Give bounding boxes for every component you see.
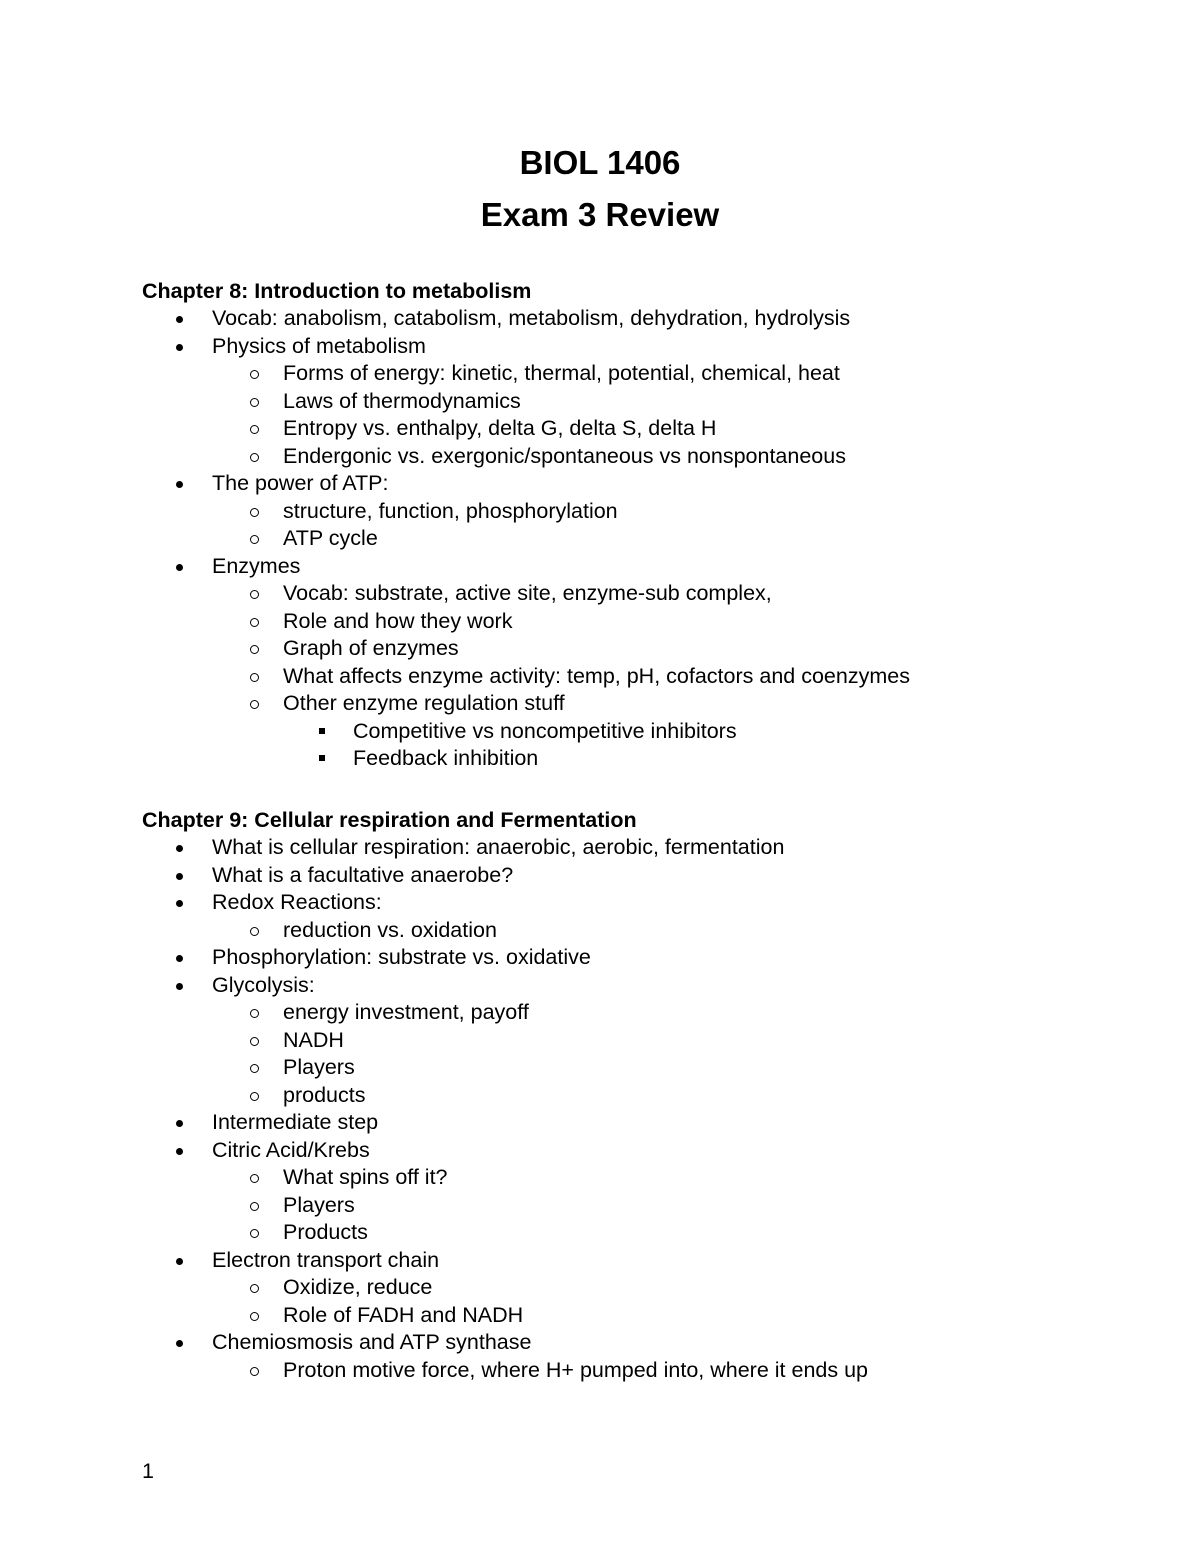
- subtopic-text: Proton motive force, where H+ pumped into, where it ends up: [283, 1357, 868, 1382]
- topic-text: Redox Reactions:: [212, 890, 382, 914]
- topic-text: Vocab: anabolism, catabolism, metabolism, dehydration, hydrolysis: [212, 306, 851, 330]
- bullet-circle-icon: [250, 1274, 260, 1302]
- bullet-circle-icon: [250, 1027, 260, 1055]
- topic-item: [142, 1109, 1142, 1137]
- subtopic-list: [142, 360, 1142, 470]
- topic-list: [142, 834, 1142, 1384]
- detail-text: Feedback inhibition: [353, 746, 539, 770]
- topic-text: Citric Acid/Krebs: [212, 1137, 370, 1162]
- bullet-circle-icon: [250, 443, 260, 471]
- bullet-circle-icon: [250, 608, 260, 636]
- subtopic-list: [142, 498, 1142, 553]
- subtopic-text: energy investment, payoff: [283, 1000, 529, 1024]
- topic-text: What is a facultative anaerobe?: [212, 862, 514, 887]
- subtopic-item: [142, 360, 1142, 388]
- subtopic-item: [142, 608, 1142, 636]
- subtopic-text: ATP cycle: [283, 526, 378, 550]
- topic-list: [142, 305, 1142, 773]
- topic-item: [142, 1137, 1142, 1247]
- subtopic-text: Players: [283, 1055, 355, 1079]
- subtopic-item: [142, 690, 1142, 773]
- subtopic-text: Laws of thermodynamics: [283, 388, 521, 413]
- subtopic-text: reduction vs. oxidation: [283, 917, 497, 942]
- subtopic-list: [142, 999, 1142, 1109]
- subtopic-list: [142, 580, 1142, 773]
- bullet-disc-icon: [176, 1329, 183, 1357]
- bullet-circle-icon: [250, 1357, 260, 1385]
- topic-text: Glycolysis:: [212, 972, 315, 997]
- bullet-circle-icon: [250, 999, 260, 1027]
- topic-item: [142, 333, 1142, 471]
- bullet-disc-icon: [176, 553, 183, 581]
- bullet-disc-icon: [176, 1137, 183, 1165]
- topic-text: Physics of metabolism: [212, 333, 426, 358]
- subtopic-text: Graph of enzymes: [283, 636, 459, 660]
- chapter-8-section: [142, 278, 1142, 773]
- document-subtitle: Exam 3 Review: [480, 196, 720, 233]
- bullet-disc-icon: [176, 1109, 183, 1137]
- subtopic-item: [142, 1302, 1142, 1330]
- subtopic-list: [142, 1357, 1142, 1385]
- topic-text: Chemiosmosis and ATP synthase: [212, 1330, 532, 1354]
- subtopic-text: What affects enzyme activity: temp, pH, cofactors and coenzymes: [283, 663, 910, 688]
- subtopic-item: [142, 1164, 1142, 1192]
- detail-item: [142, 718, 1142, 746]
- subtopic-text: Endergonic vs. exergonic/spontaneous vs nonspontaneous: [283, 443, 846, 468]
- subtopic-item: [142, 1054, 1142, 1082]
- bullet-disc-icon: [176, 834, 183, 862]
- topic-item: [142, 944, 1142, 972]
- subtopic-text: Players: [283, 1192, 355, 1217]
- bullet-circle-icon: [250, 360, 260, 388]
- bullet-circle-icon: [250, 1054, 260, 1082]
- subtopic-list: [142, 1164, 1142, 1247]
- subtopic-item: [142, 999, 1142, 1027]
- bullet-circle-icon: [250, 498, 260, 526]
- bullet-square-icon: [319, 745, 326, 773]
- bullet-circle-icon: [250, 917, 260, 945]
- chapter-heading: Chapter 8: Introduction to metabolism: [142, 279, 532, 303]
- bullet-disc-icon: [176, 862, 183, 890]
- subtopic-text: products: [283, 1082, 366, 1107]
- subtopic-text: Products: [283, 1220, 368, 1244]
- detail-list: [142, 718, 1142, 773]
- bullet-disc-icon: [176, 889, 183, 917]
- topic-text: The power of ATP:: [212, 471, 389, 495]
- subtopic-item: [142, 635, 1142, 663]
- topic-item: [142, 553, 1142, 773]
- bullet-disc-icon: [176, 305, 183, 333]
- bullet-circle-icon: [250, 1192, 260, 1220]
- bullet-disc-icon: [176, 972, 183, 1000]
- topic-item: [142, 862, 1142, 890]
- subtopic-item: [142, 580, 1142, 608]
- bullet-circle-icon: [250, 663, 260, 691]
- subtopic-item: [142, 1357, 1142, 1385]
- bullet-circle-icon: [250, 690, 260, 718]
- detail-text: Competitive vs noncompetitive inhibitors: [353, 718, 737, 743]
- subtopic-item: [142, 1192, 1142, 1220]
- subtopic-text: NADH: [283, 1027, 344, 1052]
- topic-item: [142, 470, 1142, 553]
- topic-text: Intermediate step: [212, 1110, 379, 1134]
- bullet-disc-icon: [176, 944, 183, 972]
- topic-item: [142, 834, 1142, 862]
- bullet-circle-icon: [250, 525, 260, 553]
- topic-text: Enzymes: [212, 553, 301, 578]
- subtopic-text: Vocab: substrate, active site, enzyme-sub complex,: [283, 581, 772, 605]
- document-title: BIOL 1406: [519, 144, 681, 181]
- bullet-disc-icon: [176, 470, 183, 498]
- subtopic-item: [142, 525, 1142, 553]
- topic-item: [142, 1247, 1142, 1330]
- subtopic-text: Other enzyme regulation stuff: [283, 691, 565, 715]
- subtopic-text: Forms of energy: kinetic, thermal, potential, chemical, heat: [283, 361, 840, 385]
- subtopic-item: [142, 917, 1142, 945]
- topic-text: Electron transport chain: [212, 1247, 440, 1272]
- subtopic-text: Role of FADH and NADH: [283, 1302, 524, 1327]
- topic-item: [142, 972, 1142, 1110]
- detail-item: [142, 745, 1142, 773]
- topic-item: [142, 305, 1142, 333]
- subtopic-item: [142, 1027, 1142, 1055]
- subtopic-text: What spins off it?: [283, 1165, 448, 1189]
- bullet-circle-icon: [250, 580, 260, 608]
- subtopic-item: [142, 415, 1142, 443]
- subtopic-item: [142, 1219, 1142, 1247]
- bullet-circle-icon: [250, 635, 260, 663]
- topic-item: [142, 889, 1142, 944]
- subtopic-list: [142, 1274, 1142, 1329]
- subtopic-item: [142, 443, 1142, 471]
- subtopic-item: [142, 1082, 1142, 1110]
- topic-text: Phosphorylation: substrate vs. oxidative: [212, 945, 591, 969]
- bullet-circle-icon: [250, 1219, 260, 1247]
- bullet-circle-icon: [250, 1302, 260, 1330]
- page-number: 1: [142, 1459, 154, 1483]
- subtopic-item: [142, 388, 1142, 416]
- subtopic-list: [142, 917, 1142, 945]
- subtopic-text: Oxidize, reduce: [283, 1275, 433, 1299]
- bullet-disc-icon: [176, 1247, 183, 1275]
- bullet-square-icon: [319, 718, 326, 746]
- bullet-circle-icon: [250, 388, 260, 416]
- topic-item: [142, 1329, 1142, 1384]
- chapter-heading: Chapter 9: Cellular respiration and Fermentation: [142, 808, 637, 832]
- bullet-disc-icon: [176, 333, 183, 361]
- subtopic-item: [142, 1274, 1142, 1302]
- bullet-circle-icon: [250, 415, 260, 443]
- bullet-circle-icon: [250, 1082, 260, 1110]
- chapter-9-section: [142, 807, 1142, 1384]
- subtopic-text: Role and how they work: [283, 608, 513, 633]
- bullet-circle-icon: [250, 1164, 260, 1192]
- subtopic-text: structure, function, phosphorylation: [283, 498, 618, 523]
- subtopic-item: [142, 498, 1142, 526]
- subtopic-item: [142, 663, 1142, 691]
- topic-text: What is cellular respiration: anaerobic, aerobic, fermentation: [212, 835, 785, 859]
- subtopic-text: Entropy vs. enthalpy, delta G, delta S, delta H: [283, 416, 717, 440]
